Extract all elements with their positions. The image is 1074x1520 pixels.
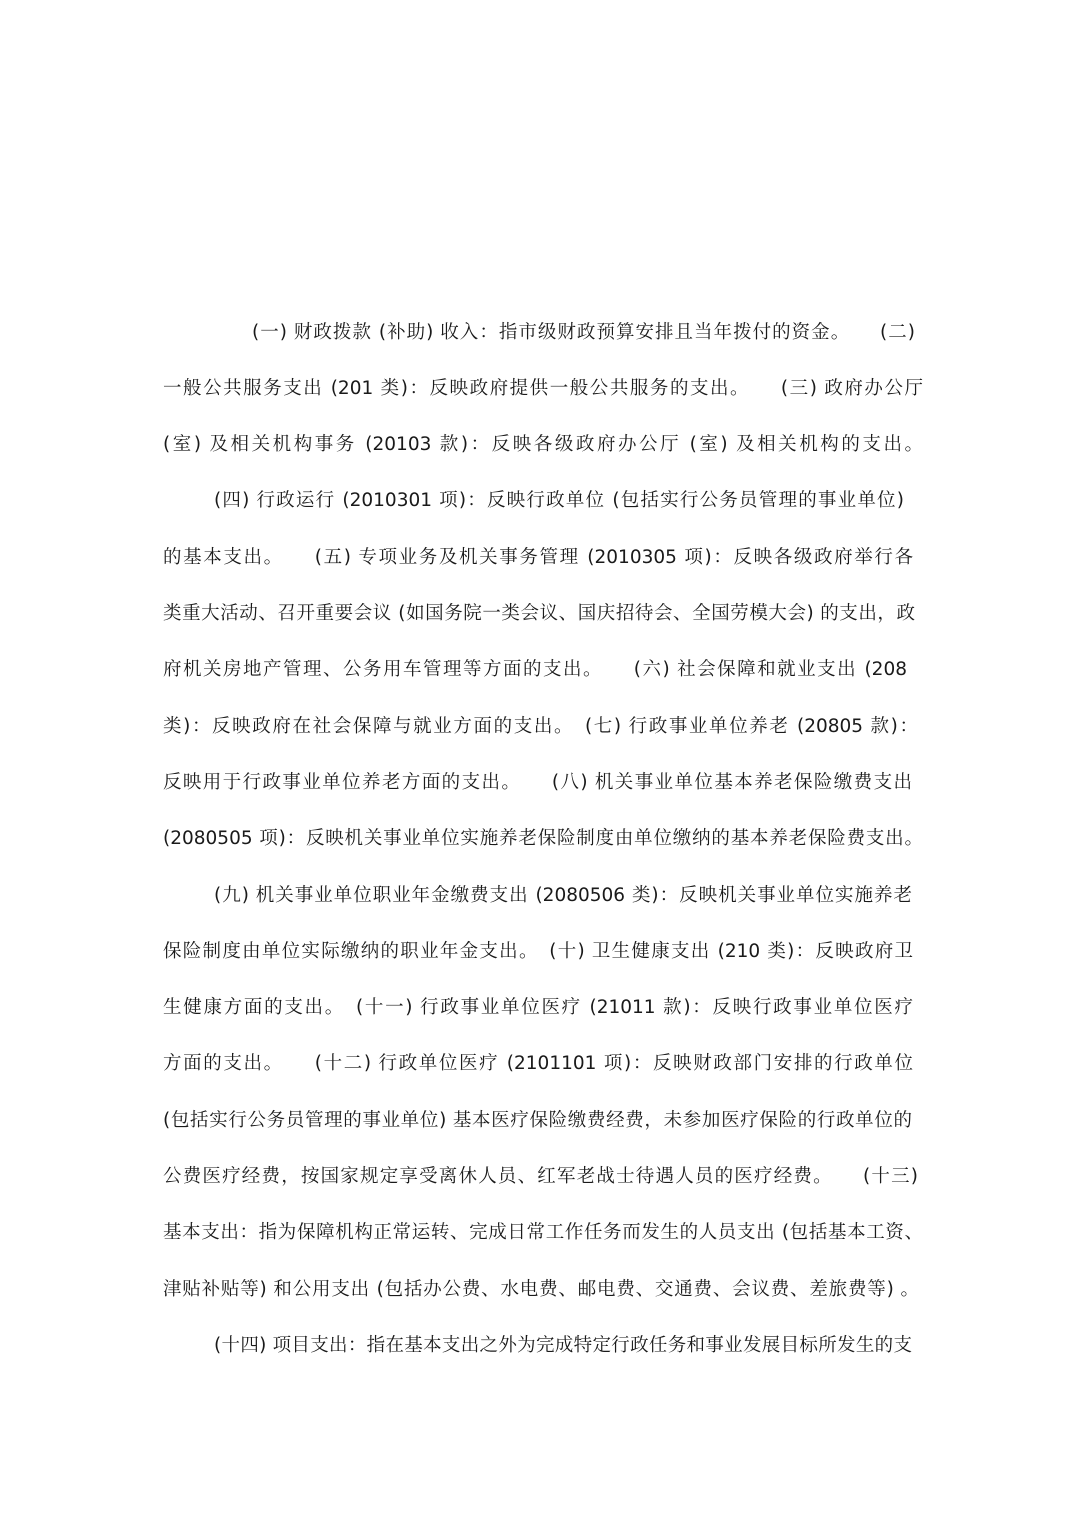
text-line: (四) 行政运行 (2010301 项)：反映行政单位 (包括实行公务员管理的事业单位) [214,490,904,511]
text-line: (包括实行公务员管理的事业单位) 基本医疗保险缴费经费，未参加医疗保险的行政单位的 [163,1110,912,1131]
text-line: (九) 机关事业单位职业年金缴费支出 (2080506 类)：反映机关事业单位实施养老 [214,885,912,906]
text-line: 的基本支出。 (五) 专项业务及机关事务管理 (2010305 项)：反映各级政府举行各 [163,547,913,568]
text-line: (室) 及相关机构事务 (20103 款)：反映各级政府办公厅 (室) 及相关机构的支出。 [163,434,923,455]
text-line: 生健康方面的支出。 (十一) 行政事业单位医疗 (21011 款)：反映行政事业单位医疗 [163,997,913,1018]
text-line: (一) 财政拨款 (补助) 收入：指市级财政预算安排且当年拨付的资金。 (二) [252,322,915,343]
text-line: 方面的支出。 (十二) 行政单位医疗 (2101101 项)：反映财政部门安排的行政单位 [163,1053,913,1074]
text-line: 类重大活动、召开重要会议 (如国务院一类会议、国庆招待会、全国劳模大会) 的支出，政 [163,603,915,624]
text-line: 府机关房地产管理、公务用车管理等方面的支出。 (六) 社会保障和就业支出 (208 [163,659,907,680]
text-line: (2080505 项)：反映机关事业单位实施养老保险制度由单位缴纳的基本养老保险费支出。 [163,828,923,849]
text-line: (十四) 项目支出：指在基本支出之外为完成特定行政任务和事业发展目标所发生的支 [214,1335,912,1356]
text-line: 保险制度由单位实际缴纳的职业年金支出。 (十) 卫生健康支出 (210 类)：反映政府卫 [163,941,913,962]
text-line: 基本支出：指为保障机构正常运转、完成日常工作任务而发生的人员支出 (包括基本工资、 [163,1222,923,1243]
text-line: 津贴补贴等) 和公用支出 (包括办公费、水电费、邮电费、交通费、会议费、差旅费等) 。 [163,1279,919,1300]
text-line: 类)：反映政府在社会保障与就业方面的支出。 (七) 行政事业单位养老 (20805 款)： [163,716,918,737]
text-line: 公费医疗经费，按国家规定享受离休人员、红军老战士待遇人员的医疗经费。 (十三) [163,1166,918,1187]
text-line: 反映用于行政事业单位养老方面的支出。 (八) 机关事业单位基本养老保险缴费支出 [163,772,912,793]
text-line: 一般公共服务支出 (201 类)：反映政府提供一般公共服务的支出。 (三) 政府办公厅 [163,378,923,399]
